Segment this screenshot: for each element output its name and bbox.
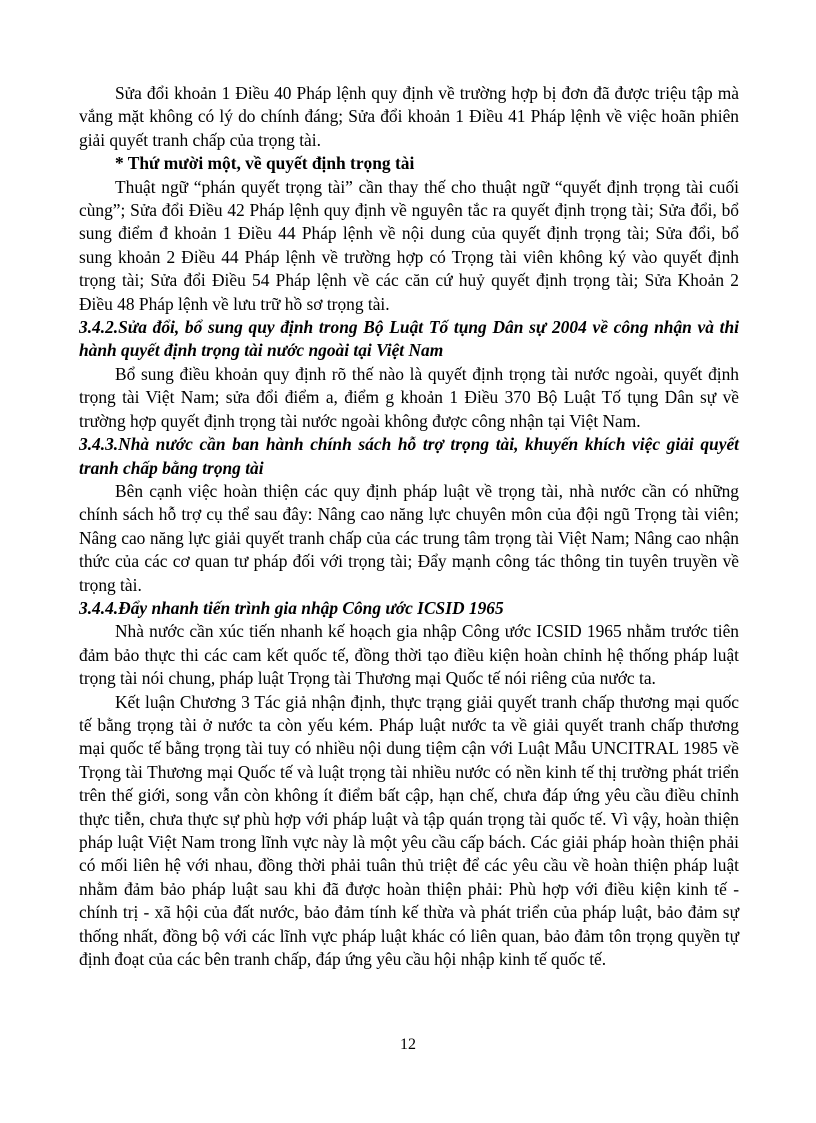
paragraph-support-policy: Bên cạnh việc hoàn thiện các quy định pháp luật về trọng tài, nhà nước cần có những chính sách hỗ trợ cụ thể sau đây: Nâng cao năng lực chuyên môn của đội ngũ Trọng tài viên; Nâng cao năng lực giải quyết tranh chấp của các trung tâm trọng tài Việt Nam; Nâng cao nhận thức của các cơ quan tư pháp đối với trọng tài; Đẩy mạnh công tác thông tin tuyên truyền về trọng tài. [79, 480, 739, 595]
page-number: 12 [400, 1036, 416, 1053]
paragraph-chapter-conclusion: Kết luận Chương 3 Tác giả nhận định, thực trạng giải quyết tranh chấp thương mại quốc tế bằng trọng tài ở nước ta còn yếu kém. Pháp luật nước ta về giải quyết tranh chấp thương mại quốc tế bằng trọng tài tuy có nhiều nội dung tiệm cận với Luật Mẫu UNCITRAL 1985 về Trọng tài Thương mại Quốc tế và luật trọng tài nhiều nước có nền kinh tế thị trường phát triển trên thế giới, song vẫn còn không ít điểm bất cập, hạn chế, chưa đáp ứng yêu cầu điều chỉnh thực tiễn, chưa thực sự phù hợp với pháp luật và tập quán trọng tài quốc tế. Vì vậy, hoàn thiện pháp luật Việt Nam trong lĩnh vực này là một yêu cầu cấp bách. Các giải pháp hoàn thiện phải có mối liên hệ với nhau, đồng thời phải tuân thủ triệt để các yêu cầu về hoàn thiện pháp luật nhằm đảm bảo pháp luật sau khi đã được hoàn thiện phải: Phù hợp với điều kiện kinh tế - chính trị - xã hội của đất nước, bảo đảm tính kế thừa và phát triển của pháp luật, bảo đảm sự thống nhất, đồng bộ với các lĩnh vực pháp luật khác có liên quan, bảo đảm tôn trọng quyền tự định đoạt của các bên tranh chấp, đáp ứng yêu cầu hội nhập kinh tế quốc tế. [79, 691, 739, 970]
heading-arbitral-decision: * Thứ mười một, về quyết định trọng tài [115, 153, 415, 174]
heading-3-4-3: 3.4.3.Nhà nước cần ban hành chính sách hỗ trợ trọng tài, khuyến khích việc giải quyết tranh chấp bằng trọng tài [79, 434, 739, 478]
heading-3-4-2: 3.4.2.Sửa đổi, bổ sung quy định trong Bộ Luật Tố tụng Dân sự 2004 về công nhận và thi hành quyết định trọng tài nước ngoài tại Việt Nam [79, 317, 739, 361]
paragraph-article-40-41: Sửa đổi khoản 1 Điều 40 Pháp lệnh quy định về trường hợp bị đơn đã được triệu tập mà vắng mặt không có lý do chính đáng; Sửa đổi khoản 1 Điều 41 Pháp lệnh về việc hoãn phiên giải quyết tranh chấp của trọng tài. [79, 83, 739, 150]
paragraph-icsid: Nhà nước cần xúc tiến nhanh kế hoạch gia nhập Công ước ICSID 1965 nhằm trước tiên đảm bảo thực thi các cam kết quốc tế, đồng thời tạo điều kiện hoàn chỉnh hệ thống pháp luật trọng tài nói chung, pháp luật Trọng tài Thương mại Quốc tế nói riêng của nước ta. [79, 621, 739, 689]
paragraph-foreign-award: Bổ sung điều khoản quy định rõ thế nào là quyết định trọng tài nước ngoài, quyết định trọng tài Việt Nam; sửa đổi điểm a, điểm g khoản 1 Điều 370 Bộ Luật Tố tụng Dân sự về trường hợp quyết định trọng tài nước ngoài không được công nhận tại Việt Nam. [79, 363, 739, 431]
heading-3-4-4: 3.4.4.Đẩy nhanh tiến trình gia nhập Công ước ICSID 1965 [79, 597, 504, 618]
paragraph-arbitral-award-terms: Thuật ngữ “phán quyết trọng tài” cần thay thế cho thuật ngữ “quyết định trọng tài cuối cùng”; Sửa đổi Điều 42 Pháp lệnh quy định về nguyên tắc ra quyết định trọng tài; Sửa đổi, bổ sung điểm đ khoản 1 Điều 44 Pháp lệnh về nội dung của quyết định trọng tài; Sửa đổi, bổ sung khoản 2 Điều 44 Pháp lệnh về trường hợp có Trọng tài viên không ký vào quyết định trọng tài; Sửa đổi Điều 54 Pháp lệnh về các căn cứ huỷ quyết định trọng tài; Sửa Khoản 2 Điều 48 Pháp lệnh về lưu trữ hồ sơ trọng tài. [79, 176, 739, 314]
document-body [79, 82, 739, 971]
